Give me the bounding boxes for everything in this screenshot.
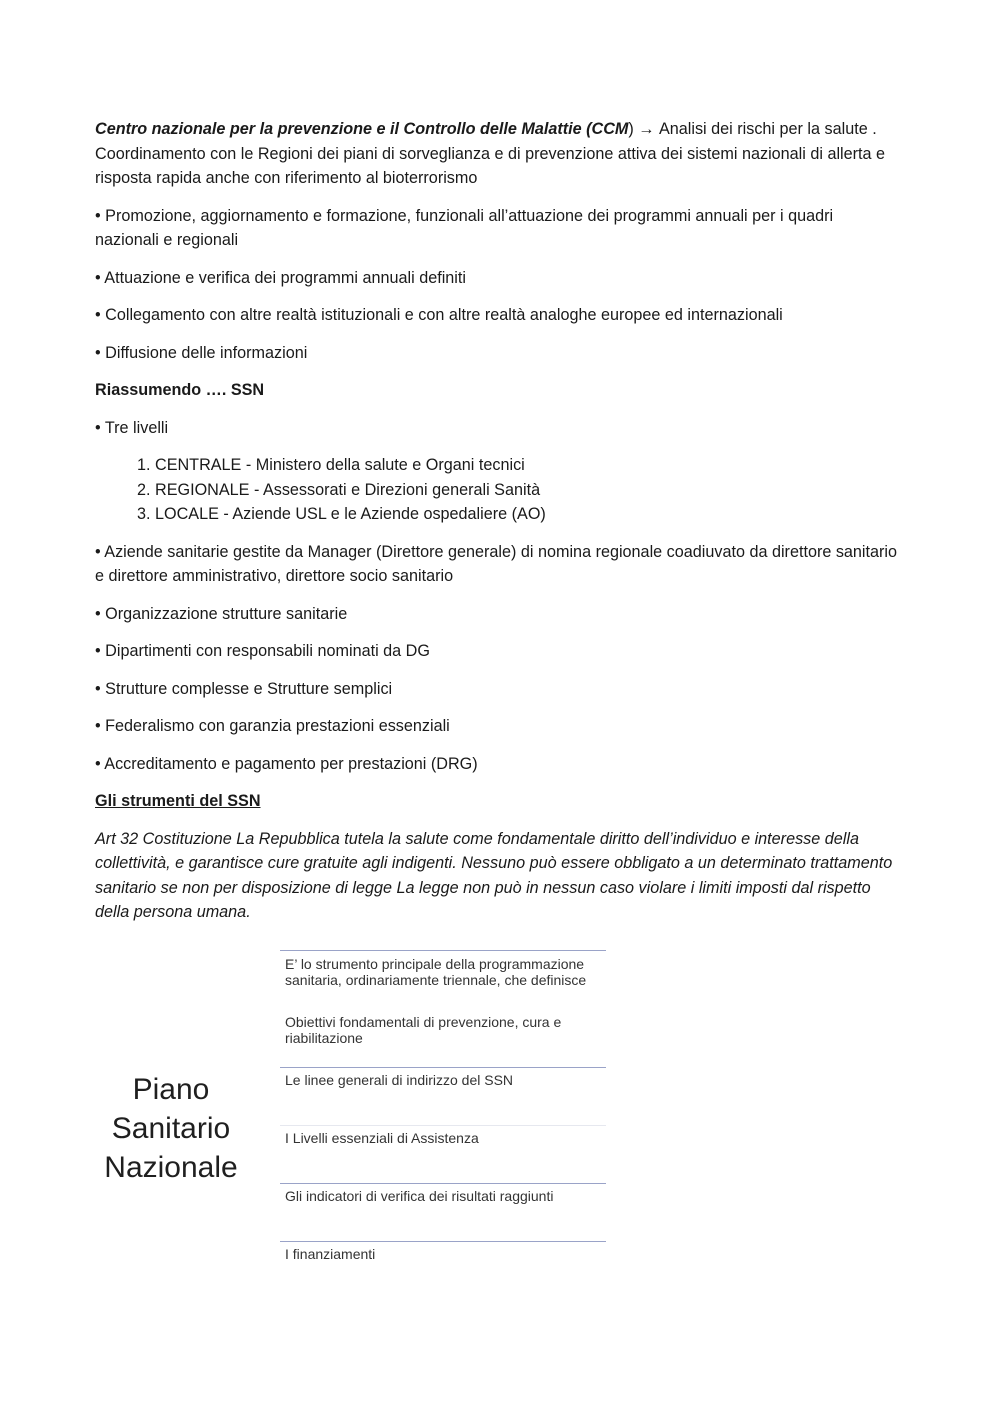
diagram-divider — [280, 1183, 606, 1184]
ccm-paragraph — [95, 117, 900, 191]
levels-bullet: • Tre livelli — [95, 418, 169, 437]
diagram-item: I Livelli essenziali di Assistenza — [285, 1130, 479, 1146]
diagram-item: Le linee generali di indirizzo del SSN — [285, 1072, 514, 1088]
list-item: • Accreditamento e pagamento per prestazioni (DRG) — [95, 754, 478, 773]
list-item: • Strutture complesse e Strutture semplici — [95, 679, 393, 698]
level-item-regional: 2. REGIONALE - Assessorati e Direzioni generali Sanità — [155, 478, 900, 503]
diagram-title: Piano Sanitario Nazionale — [104, 1073, 238, 1184]
ccm-description: Analisi dei rischi per la salute . Coordinamento con le Regioni dei piani di sorveglianza e di prevenzione attiva dei sistemi nazionali di allerta e risposta rapida anche con riferimento al bioterrorismo — [95, 120, 886, 187]
diagram-item: E’ lo strumento principale della programmazione sanitaria, ordinariamente triennale, che definisce — [285, 956, 587, 988]
diagram-item: Obiettivi fondamentali di prevenzione, cura e riabilitazione — [285, 1014, 562, 1046]
diagram-item: I finanziamenti — [285, 1246, 376, 1262]
list-item: • Promozione, aggiornamento e formazione, funzionali all’attuazione dei programmi annuali per i quadri nazionali e regionali — [95, 206, 834, 249]
arrow-icon: → — [633, 120, 659, 138]
list-item: • Federalismo con garanzia prestazioni essenziali — [95, 717, 450, 735]
diagram-divider — [280, 1241, 606, 1242]
list-item: • Collegamento con altre realtà istituzionali e con altre realtà analoghe europee ed internazionali — [95, 306, 783, 324]
article-32-paragraph: Art 32 Costituzione La Repubblica tutela la salute come fondamentale diritto dell’individuo e interesse della collettività, e garantisce cure gratuite agli indigenti. Nessuno può essere obbligato a un determinato trattamento sanitario se non per disposizione di legge La legge non può in nessun caso violare i limiti imposti dal rispetto della persona umana. — [95, 829, 893, 921]
diagram-divider — [280, 1067, 606, 1068]
list-item: • Aziende sanitarie gestite da Manager (Direttore generale) di nomina regionale coadiuvato da direttore sanitario e direttore amministrativo, direttore socio sanitario — [95, 542, 898, 585]
list-item: • Organizzazione strutture sanitarie — [95, 604, 348, 623]
list-item: • Dipartimenti con responsabili nominati da DG — [95, 642, 430, 660]
list-item: • Attuazione e verifica dei programmi annuali definiti — [95, 268, 466, 287]
summary-heading: Riassumendo …. SSN — [95, 381, 265, 399]
diagram-divider — [280, 950, 606, 951]
diagram-divider — [280, 1125, 606, 1126]
tools-heading: Gli strumenti del SSN — [95, 792, 261, 810]
ccm-title: Centro nazionale per la prevenzione e il Controllo delle Malattie (CCM — [95, 120, 629, 138]
levels-list — [95, 453, 900, 527]
ccm-paren: ) — [628, 120, 634, 138]
document-body — [95, 117, 900, 938]
list-item: • Diffusione delle informazioni — [95, 343, 308, 362]
level-item-local: 3. LOCALE - Aziende USL e le Aziende ospedaliere (AO) — [155, 502, 900, 527]
level-item-central: 1. CENTRALE - Ministero della salute e Organi tecnici — [155, 453, 900, 478]
diagram-item: Gli indicatori di verifica dei risultati raggiunti — [285, 1188, 554, 1204]
